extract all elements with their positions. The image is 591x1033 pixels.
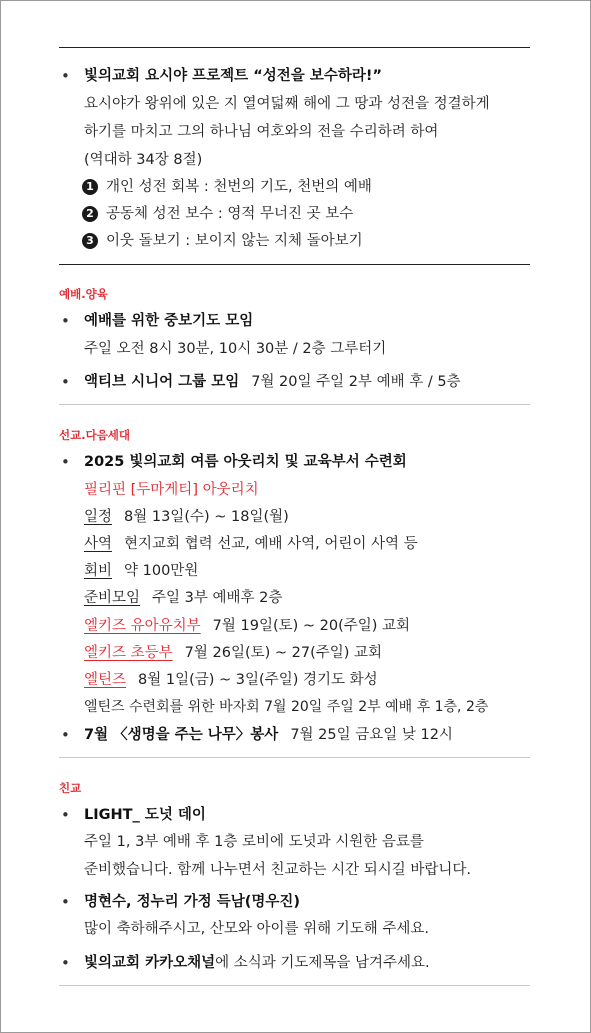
section-divider bbox=[59, 264, 530, 265]
fellowship-item-title: LIGHT_ 도넛 데이 bbox=[84, 807, 206, 823]
bazaar-notice: 엘틴즈 수련회를 위한 바자회 7월 20일 주일 2부 예배 후 1층, 2층 bbox=[84, 699, 489, 715]
bottom-divider bbox=[59, 985, 530, 986]
fellowship-item-body: 많이 축하해주시고, 산모와 아이를 위해 기도해 주세요. bbox=[84, 921, 430, 937]
row-value: 현지교회 협력 선교, 예배 사역, 어린이 사역 등 bbox=[124, 536, 418, 552]
row-label: 준비모임 bbox=[84, 590, 141, 606]
retreat-label: 엘키즈 초등부 bbox=[84, 645, 173, 661]
intro-point: 공동체 성전 보수 : 영적 무너진 곳 보수 bbox=[106, 206, 354, 222]
worship-item-body: 주일 오전 8시 30분, 10시 30분 / 2층 그루터기 bbox=[84, 341, 387, 357]
mission-item-2-detail: 7월 25일 금요일 낮 12시 bbox=[290, 727, 453, 743]
worship-item-2-detail: 7월 20일 주일 2부 예배 후 / 5층 bbox=[251, 374, 461, 390]
bullet: • bbox=[61, 806, 70, 824]
intro-verse-ref: (역대하 34장 8절) bbox=[84, 152, 203, 168]
outreach-row bbox=[84, 508, 289, 526]
intro-body-line: 하기를 마치고 그의 하나님 여호와의 전을 수리하려 하여 bbox=[84, 124, 439, 140]
retreat-label: 엘틴즈 bbox=[84, 672, 127, 688]
intro-body-line: 요시야가 왕위에 있은 지 열여덟째 해에 그 땅과 성전을 정결하게 bbox=[84, 96, 490, 112]
row-value: 약 100만원 bbox=[124, 563, 199, 579]
number-badge-2: 2 bbox=[82, 206, 98, 222]
intro-title: 빛의교회 요시야 프로젝트 “성전을 보수하라!” bbox=[84, 68, 382, 84]
kakao-channel-notice bbox=[84, 954, 430, 972]
retreat-label: 엘키즈 유아유치부 bbox=[84, 618, 201, 634]
mission-item-2 bbox=[84, 726, 453, 744]
section-divider bbox=[59, 757, 530, 758]
outreach-row bbox=[84, 589, 282, 607]
worship-item-title: 예배를 위한 중보기도 모임 bbox=[84, 313, 254, 329]
worship-item-2 bbox=[84, 373, 461, 391]
section-heading-fellowship: 친교 bbox=[59, 781, 82, 795]
outreach-row bbox=[84, 535, 418, 553]
row-label: 일정 bbox=[84, 509, 113, 525]
retreat-row bbox=[84, 671, 378, 689]
section-heading-worship: 예배.양육 bbox=[59, 287, 108, 301]
retreat-value: 7월 26일(토) ~ 27(주일) 교회 bbox=[184, 645, 383, 661]
row-value: 주일 3부 예배후 2층 bbox=[152, 590, 283, 606]
mission-item-2-title: 7월 〈생명을 주는 나무〉봉사 bbox=[84, 727, 279, 743]
row-label: 회비 bbox=[84, 563, 113, 579]
bullet: • bbox=[61, 893, 70, 911]
kakao-channel-name: 빛의교회 카카오채널 bbox=[84, 955, 216, 971]
outreach-row bbox=[84, 562, 198, 580]
fellowship-item-body: 주일 1, 3부 예배 후 1층 로비에 도넛과 시원한 음료를 bbox=[84, 834, 424, 850]
section-divider bbox=[59, 404, 530, 405]
fellowship-item-title: 명현수, 정누리 가정 득남(명우진) bbox=[84, 894, 300, 910]
worship-item-2-title: 액티브 시니어 그룹 모임 bbox=[84, 374, 240, 390]
intro-point: 이웃 돌보기 : 보이지 않는 지체 돌아보기 bbox=[106, 233, 363, 249]
mission-item-title: 2025 빛의교회 여름 아웃리치 및 교육부서 수련회 bbox=[84, 454, 407, 470]
bullet: • bbox=[61, 453, 70, 471]
fellowship-item-body: 준비했습니다. 함께 나누면서 친교하는 시간 되시길 바랍니다. bbox=[84, 862, 472, 878]
number-badge-1: 1 bbox=[82, 179, 98, 195]
retreat-value: 7월 19일(토) ~ 20(주일) 교회 bbox=[212, 618, 411, 634]
retreat-row bbox=[84, 617, 410, 635]
retreat-row bbox=[84, 644, 382, 662]
kakao-channel-text: 에 소식과 기도제목을 남겨주세요. bbox=[215, 955, 430, 971]
outreach-subtitle: 필리핀 [두마게티] 아웃리치 bbox=[84, 482, 259, 498]
row-value: 8월 13일(수) ~ 18일(월) bbox=[124, 509, 289, 525]
bullet: • bbox=[61, 312, 70, 330]
row-label: 사역 bbox=[84, 536, 113, 552]
bullet: • bbox=[61, 67, 70, 85]
bullet: • bbox=[61, 954, 70, 972]
top-divider bbox=[59, 47, 530, 48]
intro-point: 개인 성전 회복 : 천번의 기도, 천번의 예배 bbox=[106, 179, 372, 195]
number-badge-3: 3 bbox=[82, 233, 98, 249]
retreat-value: 8월 1일(금) ~ 3일(주일) 경기도 화성 bbox=[138, 672, 378, 688]
bullet: • bbox=[61, 373, 70, 391]
section-heading-mission: 선교.다음세대 bbox=[59, 428, 131, 442]
bullet: • bbox=[61, 726, 70, 744]
